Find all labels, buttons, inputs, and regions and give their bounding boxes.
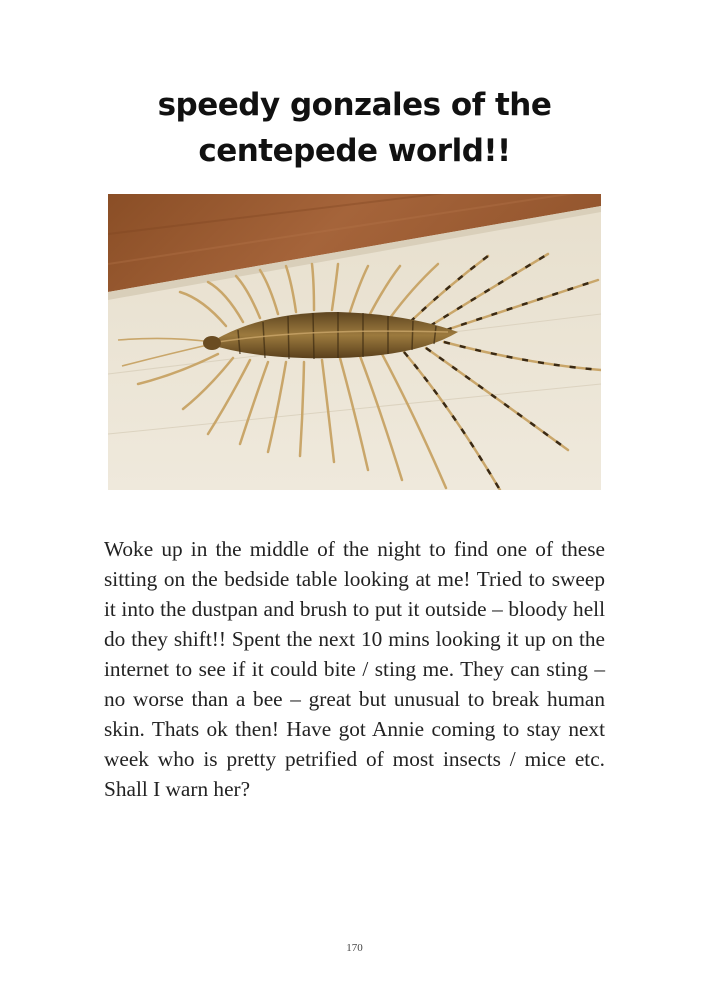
title-line-2: centepede world!! [198, 133, 511, 169]
page-number: 170 [346, 942, 363, 954]
page-title [104, 82, 605, 174]
centipede-photo [108, 194, 601, 490]
body-paragraph: Woke up in the middle of the night to find one of these sitting on the bedside table looking at me! Tried to sweep it into the dustpan and brush to put it outside – bloody hell do they shift!! Spent the next 10 mins looking it up on the internet to see if it could bite / sting me. They can sting – no worse than a bee – great but unusual to break human skin. Thats ok then! Have got Annie coming to stay next week who is pretty petrified of most insects / mice etc. Shall I warn her? [104, 537, 605, 801]
title-line-1: speedy gonzales of the [157, 87, 552, 123]
